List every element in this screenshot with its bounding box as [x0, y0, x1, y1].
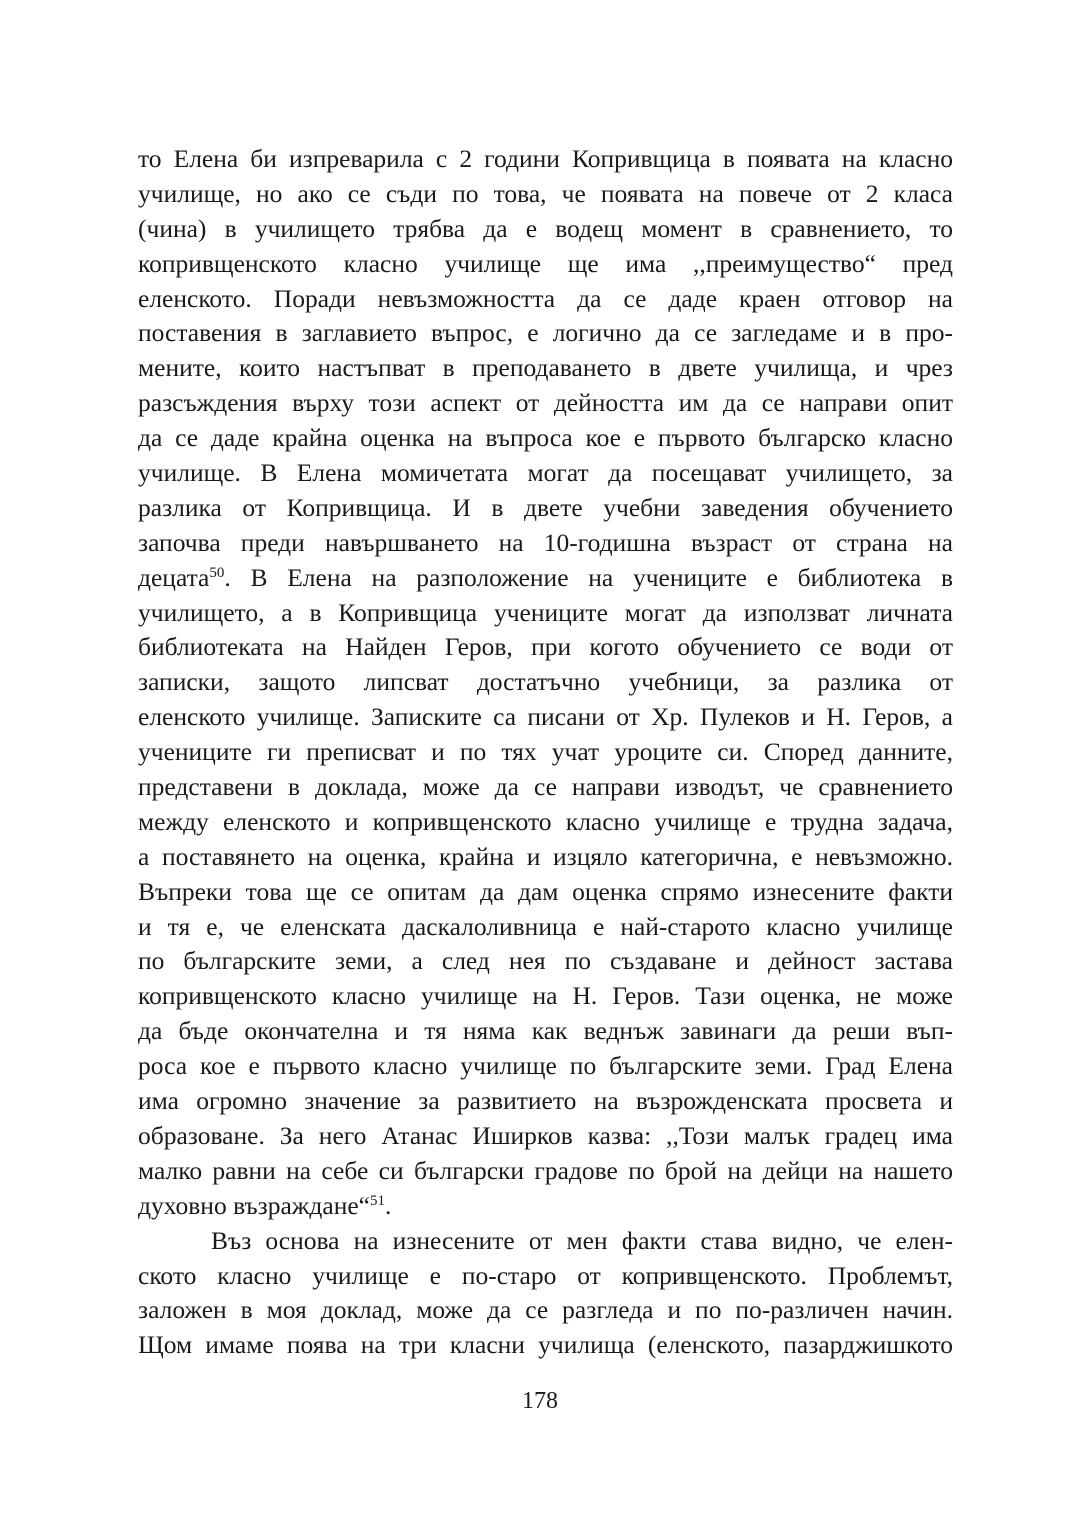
text-line: да бъде окончателна и тя няма как веднъж завинаги да реши въп-	[138, 1016, 953, 1046]
text-fragment: децата	[138, 562, 210, 592]
page-number: 178	[522, 1388, 558, 1414]
text-line: да се даде крайна оценка на въпроса кое е първото българско класно	[138, 423, 953, 453]
footnote-reference-50[interactable]: 50	[209, 564, 225, 581]
body-text	[138, 142, 953, 1363]
text-line: Въпреки това ще се опитам да дам оценка спрямо изнесените факти	[138, 876, 953, 906]
text-line: копривщенското класно училище на Н. Геров. Тази оценка, не може	[138, 981, 953, 1011]
text-line: еленското. Поради невъзможността да се даде краен отговор на	[138, 283, 953, 313]
text-line: разсъждения върху този аспект от дейността им да се направи опит	[138, 388, 953, 418]
text-line: и тя е, че еленската даскалоливница е най-старото класно училище	[138, 911, 953, 941]
text-line: учениците ги преписват и по тях учат уроците си. Според данните,	[138, 737, 953, 767]
text-line: мените, които настъпват в преподаването в двете училища, и чрез	[138, 353, 953, 383]
text-line: по българските земи, а след нея по създаване и дейност застава	[138, 946, 953, 976]
text-line: роса кое е първото класно училище по българските земи. Град Елена	[138, 1051, 953, 1081]
text-line: заложен в моя доклад, може да се разгледа и по по-различен начин.	[138, 1295, 953, 1325]
text-line: то Елена би изпреварила с 2 години Копривщица в появата на класно	[138, 144, 953, 173]
text-line: записки, защото липсват достатъчно учебници, за разлика от	[138, 667, 953, 697]
text-line: еленското училище. Записките са писани от Хр. Пулеков и Н. Геров, а	[138, 702, 953, 732]
text-line: малко равни на себе си български градове по брой на дейци на нашето	[138, 1155, 953, 1185]
text-line: Щом имаме поява на три класни училища (еленското, пазарджишкото	[138, 1330, 953, 1360]
text-line	[138, 561, 953, 596]
footnote-reference-51[interactable]: 51	[370, 1192, 385, 1209]
text-line: образоване. За него Атанас Иширков казва: ,,Този малък градец има	[138, 1120, 953, 1150]
text-line: училище, но ако се съди по това, че появата на повече от 2 класа	[138, 178, 953, 208]
text-fragment: . В Елена на разположение на учениците е библиотека в	[224, 562, 953, 592]
text-line: започва преди навършването на 10-годишна възраст от страна на	[138, 527, 953, 557]
text-line: има огромно значение за развитието на възрожденската просвета и	[138, 1086, 953, 1116]
text-line: ското класно училище е по-старо от копривщенското. Проблемът,	[138, 1260, 953, 1290]
text-line: училището, а в Копривщица учениците могат да използват личната	[138, 597, 953, 627]
text-line	[138, 1189, 953, 1224]
text-line: Въз основа на изнесените от мен факти става видно, че елен-	[211, 1225, 953, 1255]
text-line: поставения в заглавието въпрос, е логично да се загледаме и в про-	[138, 318, 953, 348]
text-line: библиотеката на Найден Геров, при когото обучението се води от	[138, 632, 953, 662]
text-line: между еленското и копривщенското класно училище е трудна задача,	[138, 806, 953, 836]
text-line: (чина) в училището трябва да е водещ момент в сравнението, то	[138, 213, 953, 243]
text-fragment: духовно възраждане“	[138, 1190, 370, 1220]
text-line: копривщенското класно училище ще има ,,преимущество“ пред	[138, 248, 953, 278]
text-line: а поставянето на оценка, крайна и изцяло категорична, е невъзможно.	[138, 841, 953, 871]
text-line: представени в доклада, може да се направи изводът, че сравнението	[138, 772, 953, 802]
text-fragment: .	[385, 1190, 392, 1220]
text-line: училище. В Елена момичетата могат да посещават училището, за	[138, 458, 953, 488]
text-line: разлика от Копривщица. И в двете учебни заведения обучението	[138, 492, 953, 522]
